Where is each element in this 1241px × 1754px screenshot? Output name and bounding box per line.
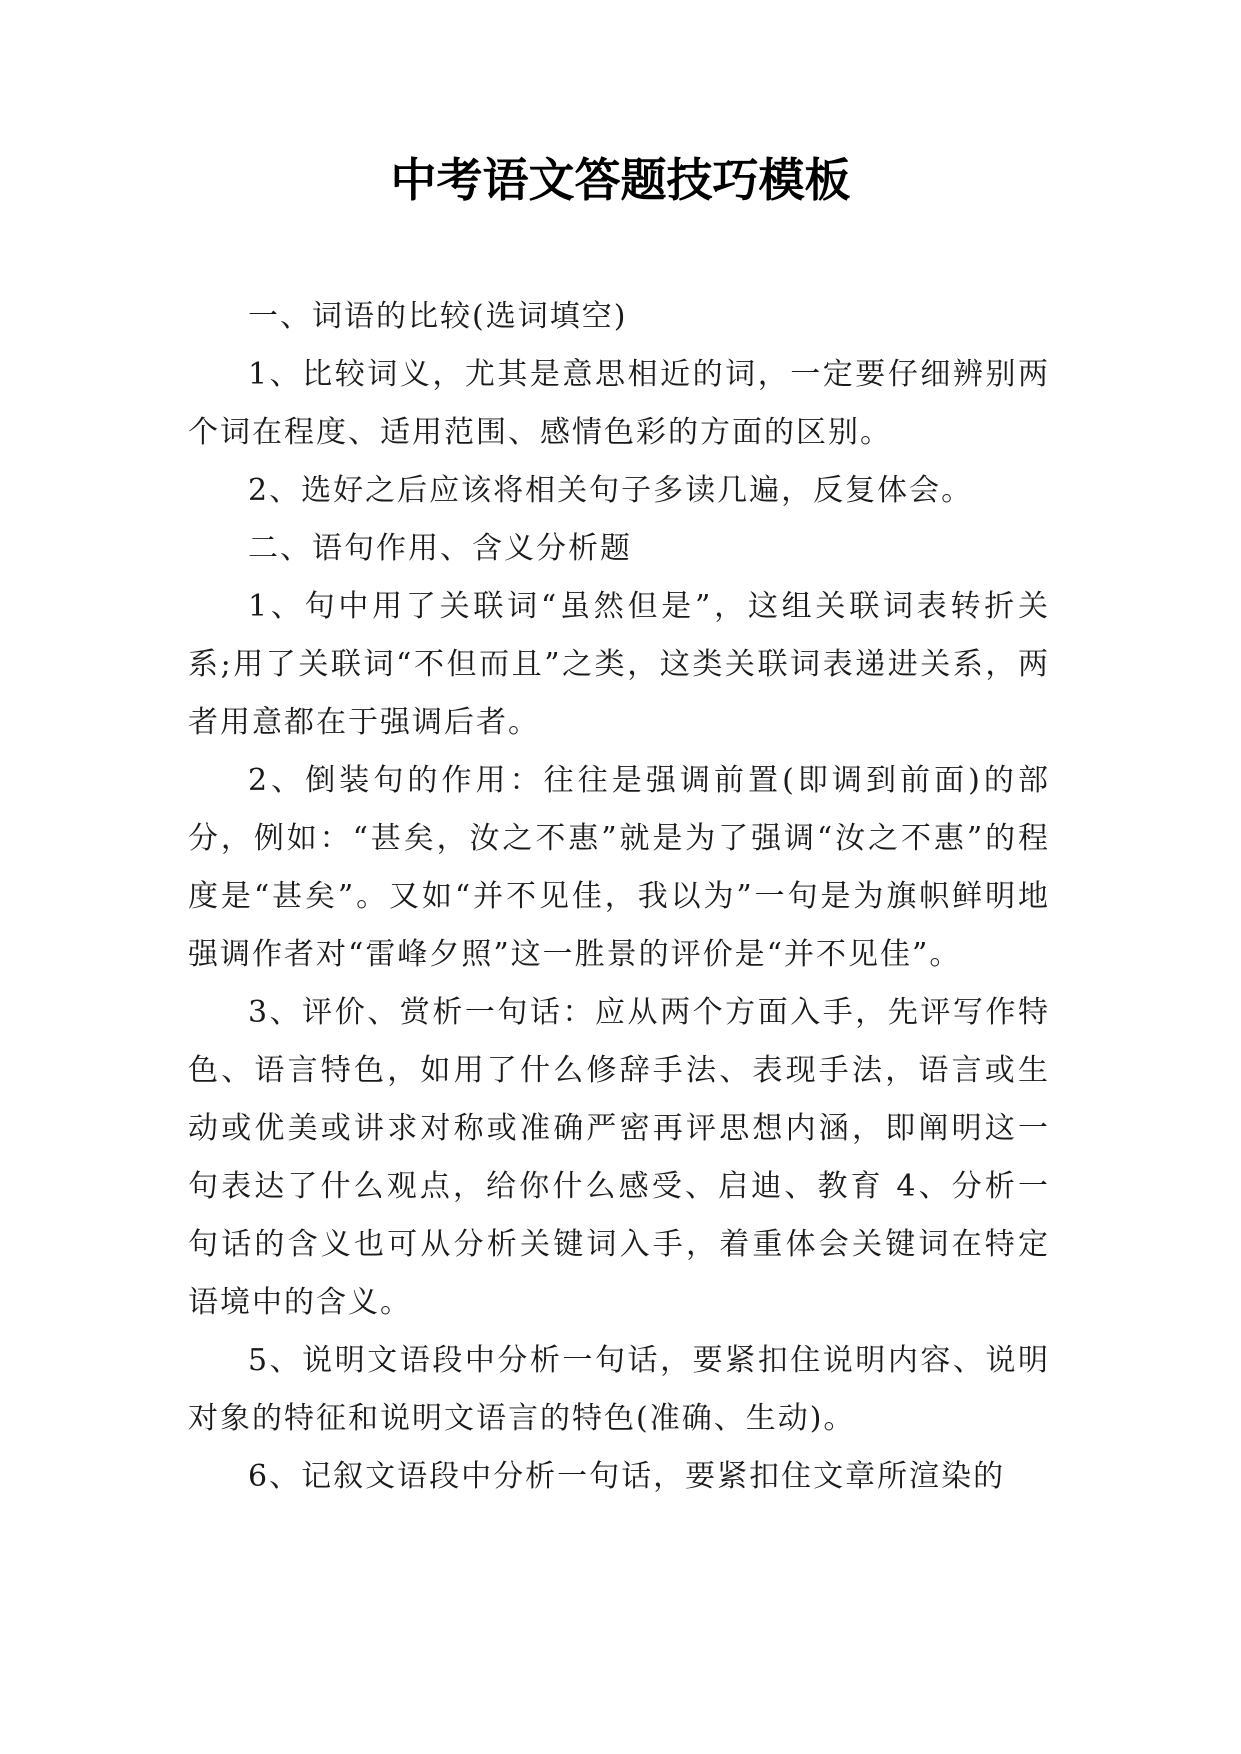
paragraph: 1、比较词义，尤其是意思相近的词，一定要仔细辨别两个词在程度、适用范围、感情色彩的方面的区别。 [188, 357, 1050, 450]
paragraph: 3、评价、赏析一句话：应从两个方面入手，先评写作特色、语言特色，如用了什么修辞手法、表现手法，语言或生动或优美或讲求对称或准确严密再评思想内涵，即阐明这一句表达了什么观点，给你什么感受、启迪、教育 4、分析一句话的含义也可从分析关键词入手，着重体会关键词在特定语境中的含义。 [188, 995, 1050, 1320]
document-body [188, 288, 1050, 1506]
paragraph: 2、选好之后应该将相关句子多读几遍，反复体会。 [248, 473, 974, 508]
section-heading-sentence-analysis: 二、语句作用、含义分析题 [248, 531, 632, 566]
paragraph: 5、说明文语段中分析一句话，要紧扣住说明内容、说明对象的特征和说明文语言的特色(准确、生动)。 [188, 1343, 1050, 1436]
document-title: 中考语文答题技巧模板 [390, 153, 851, 207]
paragraph: 6、记叙文语段中分析一句话，要紧扣住文章所渲染的 [248, 1459, 1006, 1494]
paragraph: 2、倒装句的作用：往往是强调前置(即调到前面)的部分，例如：“甚矣，汝之不惠”就是为了强调“汝之不惠”的程度是“甚矣”。又如“并不见佳，我以为”一句是为旗帜鲜明地强调作者对“雷峰夕照”这一胜景的评价是“并不见佳”。 [188, 763, 1050, 972]
paragraph: 1、句中用了关联词“虽然但是”，这组关联词表转折关系;用了关联词“不但而且”之类，这类关联词表递进关系，两者用意都在于强调后者。 [188, 589, 1050, 740]
section-heading-word-comparison: 一、词语的比较(选词填空) [248, 299, 628, 334]
